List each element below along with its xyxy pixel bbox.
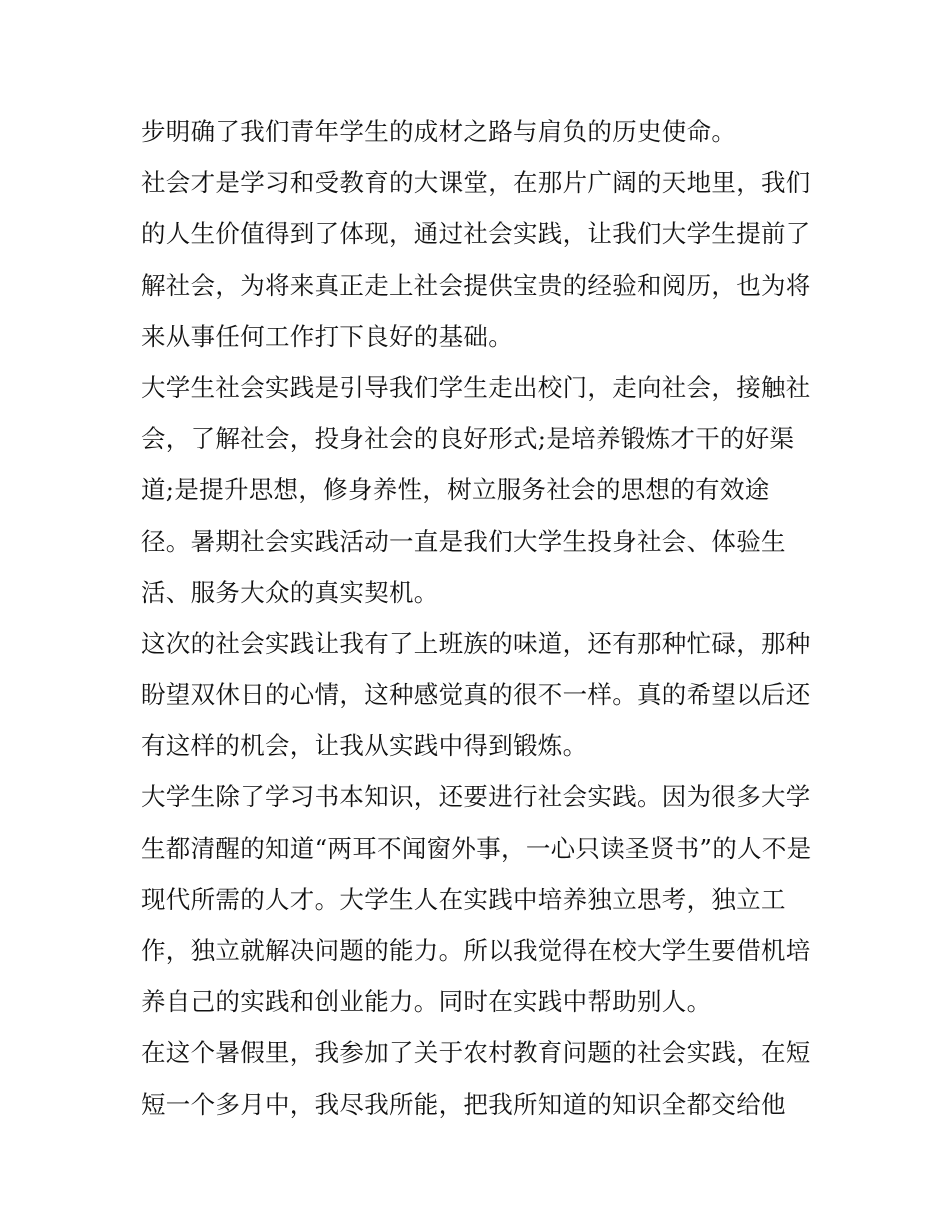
- text-line: 盼望双休日的心情，这种感觉真的很不一样。真的希望以后还: [141, 680, 811, 710]
- text-line: 来从事任何工作打下良好的基础。: [141, 321, 513, 351]
- text-line: 会，了解社会，投身社会的良好形式;是培养锻炼才干的好渠: [141, 424, 795, 454]
- body-text: [141, 106, 831, 1130]
- text-line: 活、服务大众的真实契机。: [141, 577, 439, 607]
- text-line: 作，独立就解决问题的能力。所以我觉得在校大学生要借机培: [141, 936, 811, 965]
- text-line: 生都清醒的知道“两耳不闻窗外事，一心只读圣贤书”的人不是: [141, 833, 812, 863]
- text-line: 养自己的实践和创业能力。同时在实践中帮助别人。: [141, 987, 712, 1017]
- text-line: 这次的社会实践让我有了上班族的味道，还有那种忙碌，那种: [141, 628, 811, 658]
- text-line: 现代所需的人才。大学生人在实践中培养独立思考，独立工: [141, 884, 786, 914]
- text-line: 步明确了我们青年学生的成材之路与肩负的历史使命。: [141, 117, 737, 146]
- text-line: 解社会，为将来真正走上社会提供宝贵的经验和阅历，也为将: [141, 270, 811, 300]
- text-line: 在这个暑假里，我参加了关于农村教育问题的社会实践，在短: [141, 1038, 811, 1068]
- text-line: 有这样的机会，让我从实践中得到锻炼。: [141, 731, 588, 761]
- text-line: 短一个多月中，我尽我所能，把我所知道的知识全都交给他: [141, 1089, 786, 1119]
- text-line: 大学生除了学习书本知识，还要进行社会实践。因为很多大学: [141, 782, 811, 812]
- text-line: 大学生社会实践是引导我们学生走出校门，走向社会，接触社: [141, 372, 811, 402]
- text-line: 道;是提升思想，修身养性，树立服务社会的思想的有效途: [141, 475, 770, 505]
- text-line: 社会才是学习和受教育的大课堂，在那片广阔的天地里，我们: [141, 168, 811, 198]
- text-line: 的人生价值得到了体现，通过社会实践，让我们大学生提前了: [141, 219, 811, 249]
- text-line: 径。暑期社会实践活动一直是我们大学生投身社会、体验生: [141, 526, 786, 556]
